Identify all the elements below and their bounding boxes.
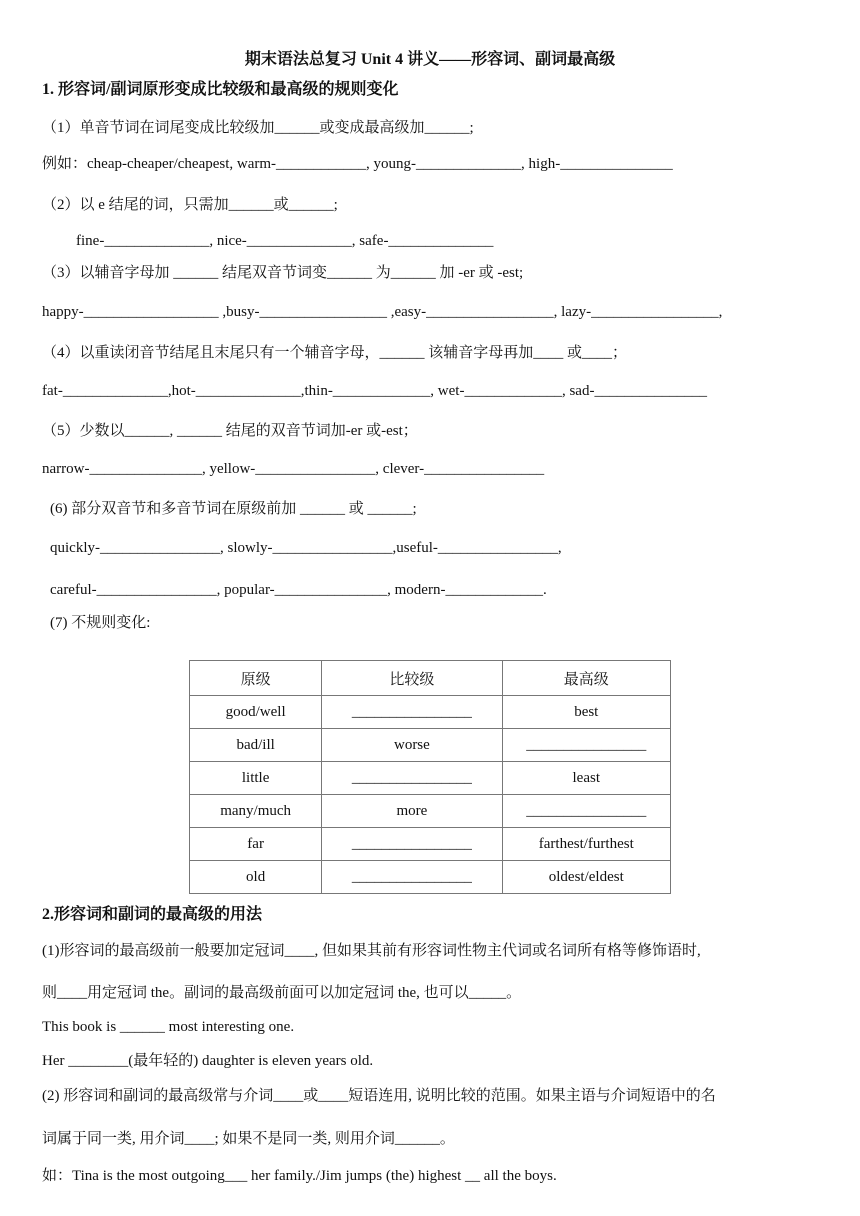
rule-5-text: （5）少数以______, ______ 结尾的双音节词加-er 或-est； — [42, 423, 418, 439]
rule-1-examples: 例如：cheap-cheaper/cheapest, warm-____________, young-______________, high-_______________ — [42, 156, 673, 172]
table-cell: good/well — [190, 696, 322, 729]
table-cell: least — [502, 762, 670, 795]
table-header: 比较级 — [322, 661, 502, 696]
table-cell: ________________ — [502, 795, 670, 828]
table-cell: ________________ — [322, 828, 502, 861]
rule-6-text: (6) 部分双音节和多音节词在原级前加 ______ 或 ______; — [50, 501, 417, 517]
usage-1-example-2: Her ________(最年轻的) daughter is eleven years old. — [42, 1053, 374, 1069]
table-row — [190, 729, 671, 762]
section-2-heading: 2.形容词和副词的最高级的用法 — [42, 906, 263, 923]
rule-1-text: （1）单音节词在词尾变成比较级加______或变成最高级加______; — [42, 120, 474, 136]
irregular-forms-table — [189, 660, 671, 894]
rule-2-examples: fine-______________, nice-______________, safe-______________ — [76, 233, 494, 249]
table-row — [190, 795, 671, 828]
table-cell: ________________ — [322, 696, 502, 729]
rule-6-examples-2: careful-________________, popular-_______________, modern-_____________. — [50, 582, 547, 598]
usage-1-text: (1)形容词的最高级前一般要加定冠词____, 但如果其前有形容词性物主代词或名词所有格等修饰语时, — [42, 943, 701, 959]
table-row — [190, 828, 671, 861]
rule-4-examples: fat-______________,hot-______________,thin-_____________, wet-_____________, sad-_______________ — [42, 383, 707, 399]
table-cell: bad/ill — [190, 729, 322, 762]
rule-4-text: （4）以重读闭音节结尾且末尾只有一个辅音字母，______ 该辅音字母再加____ 或____； — [42, 345, 628, 361]
table-row — [190, 861, 671, 894]
rule-3-text: （3）以辅音字母加 ______ 结尾双音节词变______ 为______ 加 -er 或 -est; — [42, 265, 524, 281]
rule-2-text: （2）以 e 结尾的词，只需加______或______; — [42, 197, 338, 213]
table-cell: old — [190, 861, 322, 894]
table-header-row — [190, 661, 671, 696]
table-cell: worse — [322, 729, 502, 762]
usage-2-example: 如：Tina is the most outgoing___ her family./Jim jumps (the) highest __ all the boys. — [42, 1168, 557, 1184]
table-header: 原级 — [190, 661, 322, 696]
table-cell: more — [322, 795, 502, 828]
rule-6-examples-1: quickly-________________, slowly-________________,useful-________________, — [50, 540, 562, 556]
usage-2-text: (2) 形容词和副词的最高级常与介词____或____短语连用, 说明比较的范围。如果主语与介词短语中的名 — [42, 1088, 716, 1104]
table-cell: oldest/eldest — [502, 861, 670, 894]
rule-3-examples: happy-__________________ ,busy-_________________ ,easy-_________________, lazy-_________________, — [42, 304, 723, 320]
table-cell: ________________ — [322, 861, 502, 894]
table-cell: little — [190, 762, 322, 795]
table-cell: far — [190, 828, 322, 861]
usage-2-text-cont: 词属于同一类, 用介词____; 如果不是同一类, 则用介词______。 — [42, 1131, 455, 1147]
rule-5-examples: narrow-_______________, yellow-________________, clever-________________ — [42, 461, 545, 477]
section-1-heading: 1. 形容词/副词原形变成比较级和最高级的规则变化 — [42, 81, 399, 98]
table-header: 最高级 — [502, 661, 670, 696]
table-cell: many/much — [190, 795, 322, 828]
table-cell: farthest/furthest — [502, 828, 670, 861]
usage-1-text-cont: 则____用定冠词 the。副词的最高级前面可以加定冠词 the, 也可以_____。 — [42, 985, 522, 1001]
table-row — [190, 696, 671, 729]
rule-7-text: (7) 不规则变化: — [50, 615, 151, 631]
table-cell: ________________ — [322, 762, 502, 795]
page-title: 期末语法总复习 Unit 4 讲义——形容词、副词最高级 — [244, 51, 616, 68]
table-cell: best — [502, 696, 670, 729]
table-row — [190, 762, 671, 795]
table-cell: ________________ — [502, 729, 670, 762]
usage-1-example-1: This book is ______ most interesting one. — [42, 1019, 295, 1035]
